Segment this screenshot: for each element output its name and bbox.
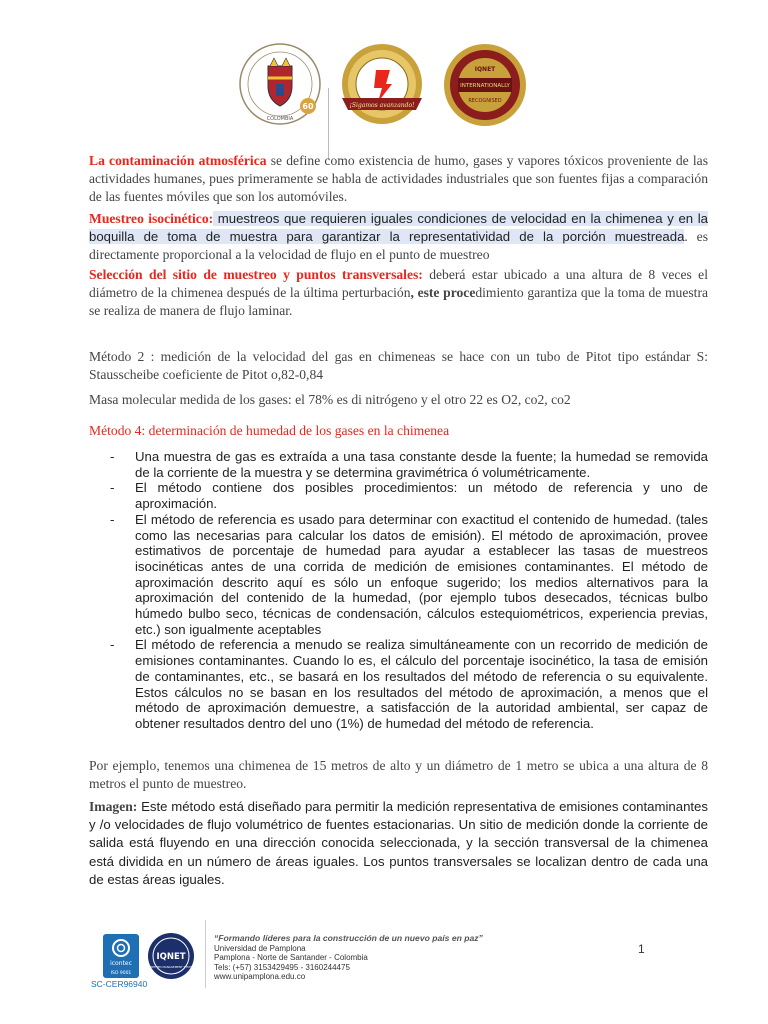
svg-text:IQNET: IQNET	[474, 66, 496, 73]
paragraph-metodo-2: Método 2 : medición de la velocidad del gas en chimeneas se hace con un tubo de Pitot tipo estándar S: Stausscheibe coeficiente de Pitot o,82-0,84	[89, 349, 708, 383]
paragraph-text: . es directamente proporcional a la velocidad de flujo en el punto de muestreo	[89, 229, 708, 263]
header-logos	[236, 40, 536, 130]
list-item: - El método de referencia es usado para determinar con exactitud el contenido de humedad. (tales como las necesarias para calcular los datos de emisión). El método de aproximación, provee estimativos de porcentaje de humedad para ayudar a establecer las tasas de muestreos isocinéticas antes de una corrida de medición de emisiones contaminantes. El método de aproximación descrito aquí es sólo un enfoque sugerido; los medios alternativos para la aproximación del contenido de la humedad, (por ejemplo tubos desecados, técnicas bulbo húmedo bulbo seco, técnicas de condensación, cálculos estequiométricos, experiencia previas, etc.) son igualmente aceptables	[110, 511, 708, 637]
certificate-code: SC-CER96940	[91, 979, 148, 989]
svg-text:IQNET: IQNET	[156, 952, 186, 962]
term-muestreo-isocinetico: Muestreo isocinético:	[89, 211, 214, 226]
university-seal-logo	[238, 42, 324, 128]
svg-text:60: 60	[302, 102, 314, 111]
highlighted-definition: muestreos que requieren iguales condiciones de velocidad en la chimenea y en la boquilla de toma de muestra para garantizar la representatividad de la porción muestreada	[89, 211, 708, 245]
list-item: - El método de referencia a menudo se realiza simultáneamente con un recorrido de medición de emisiones contaminantes. Cuando lo es, el cálculo del porcentaje isocinético, la tasa de emisión de contaminantes, etc., se basará en los resultados del método de referencia o su equivalente. Estos cálculos no se basan en los resultados del método de aproximación, a menos que el método de aproximación demuestre, a satisfacción de la autoridad ambiental, ser capaz de obtener resultados dentro del uno (1%) de humedad del método de referencia.	[110, 637, 708, 731]
paragraph-masa-molecular: Masa molecular medida de los gases: el 78% es di nitrógeno y el otro 22 es O2, co2, co2	[89, 392, 571, 407]
svg-text:¡Sigamos avanzando!: ¡Sigamos avanzando!	[349, 102, 415, 109]
paragraph-bold-text: , este proce	[410, 285, 476, 301]
accreditation-badge-logo	[336, 40, 428, 130]
page-number: 1	[638, 942, 645, 956]
term-imagen: Imagen:	[89, 799, 138, 814]
icontec-logo	[103, 934, 139, 978]
svg-text:icontec: icontec	[110, 960, 132, 967]
footer-phones: Tels: (+57) 3153429495 - 3160244475	[214, 962, 350, 972]
footer-certification-logos	[95, 932, 205, 982]
bullet-list-metodo-4	[89, 449, 708, 732]
paragraph-ejemplo-chimenea: Por ejemplo, tenemos una chimenea de 15 metros de alto y un diámetro de 1 metro se ubica a una altura de 8 metros el punto de muestreo.	[89, 758, 708, 792]
svg-text:INTERNATIONALLY: INTERNATIONALLY	[460, 83, 510, 89]
list-item: - Una muestra de gas es extraída a una tasa constante desde la fuente; la humedad se removida de la corriente de la muestra y se determina gravimétrica ó volumétricamente.	[110, 449, 708, 480]
iqnet-recognition-seal-logo	[440, 40, 530, 130]
paragraph-text: dimiento garantiza que la toma de muestra se realiza de manera de flujo laminar.	[89, 285, 709, 319]
paragraph-contaminacion	[89, 152, 708, 207]
footer-divider	[205, 920, 206, 988]
footer-university: Universidad de Pamplona	[214, 943, 306, 953]
paragraph-text: deberá estar ubicado a una altura de 8 veces el diámetro de la chimenea después de la última perturbación	[89, 267, 708, 301]
heading-metodo-4: Método 4: determinación de humedad de los gases en la chimenea	[89, 423, 450, 438]
footer-contact	[214, 934, 483, 982]
svg-text:COLOMBIA: COLOMBIA	[266, 116, 294, 122]
paragraph-text: se define como existencia de humo, gases y vapores tóxicos proveniente de las actividades humanes, pues primeramente se habla de actividades industriales que son fuentes fijas a comparación de las fuentes móviles que son los automóviles.	[89, 153, 709, 205]
svg-text:CERTIFIED MANAGEMENT SYSTEM: CERTIFIED MANAGEMENT SYSTEM	[147, 965, 195, 969]
paragraph-text: Este método está diseñado para permitir la medición representativa de emisiones contaminantes y /o velocidades de flujo volumétrico de fuentes estacionarias. Un sitio de medición donde la corriente de salida está fluyendo en una dirección conocida seleccionada, y la sección transversal de la chimenea está dividida en un número de áreas iguales. Los puntos transversales se localizan dentro de cada una de estas áreas iguales.	[89, 799, 708, 887]
iqnet-logo	[147, 933, 195, 979]
logo-divider	[328, 88, 329, 160]
footer-website[interactable]: www.unipamplona.edu.co	[214, 972, 306, 982]
paragraph-muestreo-isocinetico	[89, 210, 708, 265]
paragraph-imagen	[89, 798, 708, 889]
footer-slogan: “Formando líderes para la construcción de un nuevo país en paz”	[214, 933, 483, 943]
svg-text:RECOGNISED: RECOGNISED	[468, 98, 502, 104]
list-item: - El método contiene dos posibles procedimientos: un método de referencia y uno de aproximación.	[110, 480, 708, 512]
footer-address: Pamplona - Norte de Santander - Colombia	[214, 953, 368, 963]
term-contaminacion: La contaminación atmosférica	[89, 153, 267, 168]
term-seleccion-sitio: Selección del sitio de muestreo y puntos transversales:	[89, 267, 423, 282]
paragraph-seleccion-sitio	[89, 266, 708, 321]
svg-text:ISO 9001: ISO 9001	[110, 971, 132, 976]
